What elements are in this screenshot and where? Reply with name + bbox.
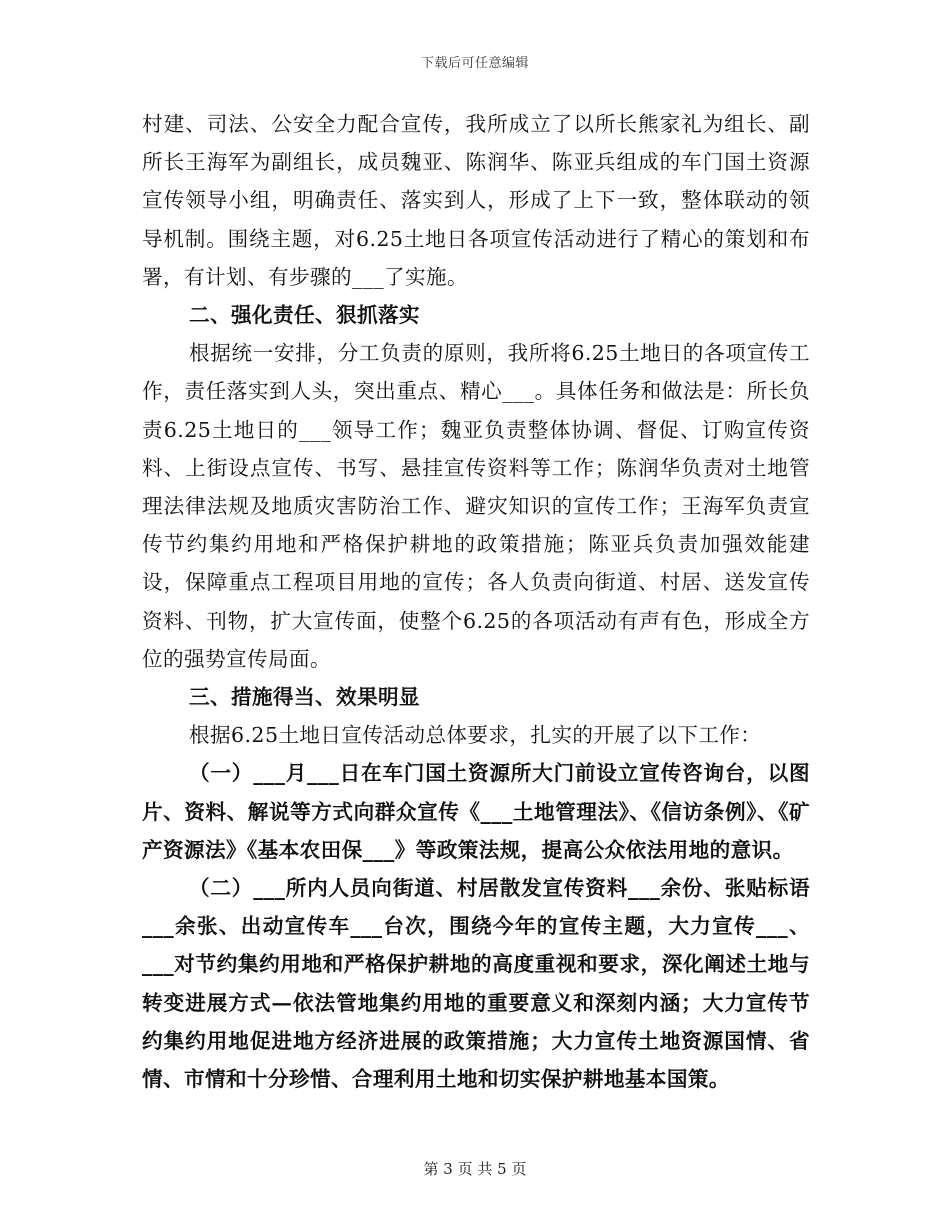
section-heading-2: 二、强化责任、狠抓落实	[189, 303, 420, 328]
paragraph-3: 根据6.25土地日宣传活动总体要求，扎实的开展了以下工作：	[189, 723, 762, 748]
page-header: 下载后可任意编辑	[420, 56, 529, 71]
page-number-footer: 第 3 页 共 5 页	[423, 1160, 527, 1178]
paragraph-item-2: （二）___所内人员向街道、村居散发宣传资料___余份、张贴标语___余张、出动宣传车___台次，围绕今年的宣传主题，大力宣传___、___对节约集约用地和严格保护耕地的高度重视和要求，深化阐述土地与转变进展方式—依法管地集约用地的重要意义和深刻内涵；大力宣传节约集约用地促进地方经济进展的政策措施；大力宣传土地资源国情、省情、市情和十分珍惜、合理利用土地和切实保护耕地基本国策。	[142, 876, 810, 1092]
document-body	[142, 105, 810, 1098]
section-heading-3: 三、措施得当、效果明显	[189, 685, 420, 710]
paragraph-1: 村建、司法、公安全力配合宣传，我所成立了以所长熊家礼为组长、副所长王海军为副组长，成员魏亚、陈润华、陈亚兵组成的车门国土资源宣传领导小组，明确责任、落实到人，形成了上下一致，整体联动的领导机制。围绕主题，对6.25土地日各项宣传活动进行了精心的策划和布署，有计划、有步骤的___了实施。	[142, 112, 810, 289]
paragraph-item-1: （一）___月___日在车门国土资源所大门前设立宣传咨询台，以图片、资料、解说等方式向群众宣传《___土地管理法》、《信访条例》、《矿产资源法》《基本农田保___》等政策法规，提高公众依法用地的意识。	[142, 761, 810, 862]
paragraph-2: 根据统一安排，分工负责的原则，我所将6.25土地日的各项宣传工作，责任落实到人头，突出重点、精心___。具体任务和做法是：所长负责6.25土地日的___领导工作；魏亚负责整体协调、督促、订购宣传资料、上街设点宣传、书写、悬挂宣传资料等工作；陈润华负责对土地管理法律法规及地质灾害防治工作、避灾知识的宣传工作；王海军负责宣传节约集约用地和严格保护耕地的政策措施；陈亚兵负责加强效能建设，保障重点工程项目用地的宣传；各人负责向街道、村居、送发宣传资料、刊物，扩大宣传面，使整个6.25的各项活动有声有色，形成全方位的强势宣传局面。	[142, 341, 810, 671]
